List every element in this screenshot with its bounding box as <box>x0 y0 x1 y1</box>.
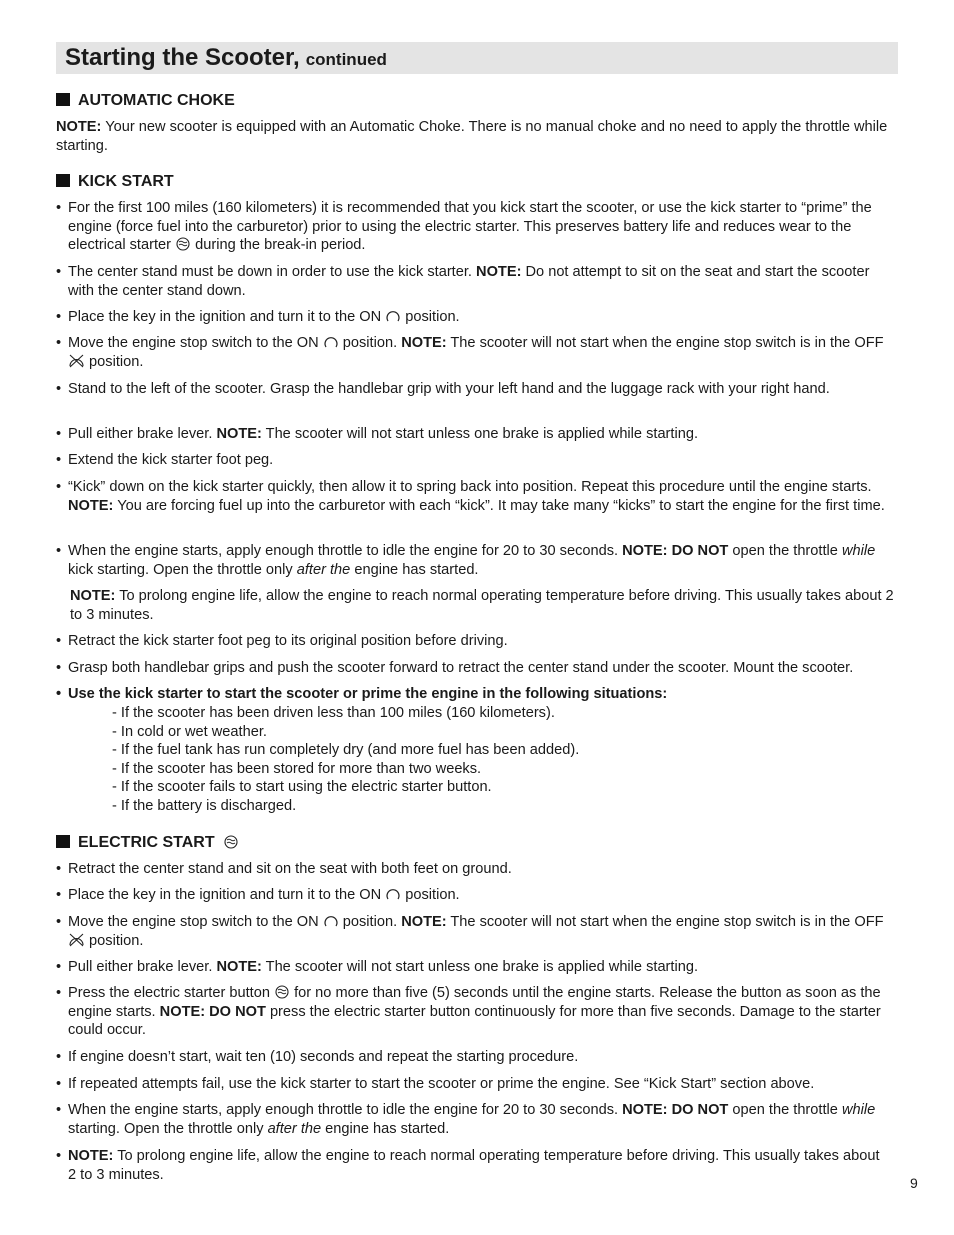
list-item: • Pull either brake lever. NOTE: The scooter will not start unless one brake is applied while starting. <box>56 426 699 442</box>
list-text: You are forcing fuel up into the carburetor with each “kick”. It may take many “kicks” to start the engine for the first time. <box>113 497 885 514</box>
list-text: Pull either brake lever. <box>68 959 217 975</box>
list-item: • “Kick” down on the kick starter quickly, then allow it to spring back into position. Repeat this procedure until the engine starts. NOTE: You are forcing fuel up into the carburetor with each “kick”. It may take many “kicks” to start the engine for the first time. <box>56 479 885 514</box>
list-item: • Stand to the left of the scooter. Grasp the handlebar grip with your left hand and the luggage rack with your right hand. <box>56 381 830 397</box>
list-text: Grasp both handlebar grips and push the scooter forward to retract the center stand under the scooter. Mount the scooter. <box>68 660 854 676</box>
list-item: • Extend the kick starter foot peg. <box>56 452 274 468</box>
list-item: • Place the key in the ignition and turn it to the ON position. <box>56 887 460 903</box>
list-item: • When the engine starts, apply enough throttle to idle the engine for 20 to 30 seconds. NOTE: DO NOT open the throttle while kick starting. Open the throttle only after the engine has started. <box>56 543 876 578</box>
emphasis-text: while <box>841 543 876 559</box>
list-text: “Kick” down on the kick starter quickly, then allow it to spring back into position. Repeat this procedure until the engine starts. <box>68 479 872 495</box>
list-text: The scooter will not start when the engine stop switch is in the OFF <box>446 914 884 930</box>
square-bullet-icon <box>56 835 70 848</box>
list-item: • NOTE: To prolong engine life, allow the engine to reach normal operating temperature before driving. This usually takes about 2 to 3 minutes. <box>56 1148 880 1183</box>
list-text: Do not attempt to sit on the seat and start the scooter with the center stand down. <box>68 264 870 299</box>
electric-starter-icon <box>274 985 290 999</box>
note-text: To prolong engine life, allow the engine to reach normal operating temperature before driving. This usually takes about 2 to 3 minutes. <box>70 588 894 623</box>
section-heading-automatic-choke <box>56 92 235 110</box>
engine-off-icon <box>68 932 85 947</box>
note-text: To prolong engine life, allow the engine to reach normal operating temperature before driving. This usually takes about 2 to 3 minutes. <box>68 1148 880 1183</box>
note-label: NOTE: <box>56 119 102 135</box>
kick-start-note <box>70 587 898 624</box>
note-label: NOTE: <box>216 959 262 975</box>
list-item: • If engine doesn’t start, wait ten (10) seconds and repeat the starting procedure. <box>56 1049 579 1065</box>
note-label: NOTE: DO NOT <box>622 543 729 559</box>
list-text: For the first 100 miles (160 kilometers) it is recommended that you kick start the scooter, or use the kick starter to “prime” the engine (force fuel into the carburetor) prior to using the electric starter. This preserves battery life and reduces wear to the electrical starter <box>68 200 872 253</box>
list-text: Retract the kick starter foot peg to its original position before driving. <box>68 633 508 649</box>
page-title-bar <box>56 42 898 74</box>
situation-item: - If the fuel tank has run completely dry (and more fuel has been added). <box>112 742 580 759</box>
auto-choke-note <box>56 118 896 155</box>
section-heading-text: KICK START <box>78 173 174 190</box>
list-text: Retract the center stand and sit on the seat with both feet on ground. <box>68 861 512 877</box>
list-text: If engine doesn’t start, wait ten (10) seconds and repeat the starting procedure. <box>68 1049 579 1065</box>
list-text: press the electric starter button continuously for more than five seconds. Damage to the starter could occur. <box>68 1003 881 1038</box>
situation-item: - If the scooter has been driven less than 100 miles (160 kilometers). <box>112 705 555 721</box>
list-text: position. <box>338 914 402 930</box>
note-label: NOTE: <box>70 588 116 604</box>
list-text: starting. Open the throttle only <box>68 1120 268 1137</box>
electric-starter-icon <box>175 237 191 251</box>
engine-off-icon <box>68 353 85 368</box>
list-text: When the engine starts, apply enough throttle to idle the engine for 20 to 30 seconds. <box>68 1102 623 1118</box>
ignition-on-icon <box>323 913 339 928</box>
note-label: NOTE: DO NOT <box>159 1003 266 1020</box>
list-text: When the engine starts, apply enough throttle to idle the engine for 20 to 30 seconds. <box>68 543 623 559</box>
section-heading-text: AUTOMATIC CHOKE <box>78 92 235 109</box>
section-heading-electric-start <box>56 834 239 852</box>
list-text: engine has started. <box>321 1120 450 1137</box>
list-item: • Move the engine stop switch to the ON position. NOTE: The scooter will not start when the engine stop switch is in the OFF position. <box>56 914 884 949</box>
list-text: Extend the kick starter foot peg. <box>68 452 274 468</box>
situation-item: - If the battery is discharged. <box>112 798 297 814</box>
section-heading-kick-start <box>56 173 174 191</box>
ignition-on-icon <box>323 334 339 349</box>
list-text: open the throttle <box>728 543 842 559</box>
square-bullet-icon <box>56 93 70 106</box>
note-text: Your new scooter is equipped with an Automatic Choke. There is no manual choke and no need to apply the throttle while starting. <box>56 119 888 154</box>
situation-item: - In cold or wet weather. <box>112 723 267 740</box>
list-text: The center stand must be down in order to use the kick starter. <box>68 264 477 280</box>
list-text: position. <box>85 353 144 370</box>
list-text: open the throttle <box>728 1102 842 1118</box>
list-item: • Move the engine stop switch to the ON position. NOTE: The scooter will not start when the engine stop switch is in the OFF position. <box>56 335 884 370</box>
ignition-on-icon <box>385 886 401 901</box>
list-text: Use the kick starter to start the scooter or prime the engine in the following situations: <box>68 686 668 702</box>
list-item: • Press the electric starter button for no more than five (5) seconds until the engine starts. Release the button as soon as the engine starts. NOTE: DO NOT press the electric starter button continuously for more than five seconds. Damage to the starter could occur. <box>56 985 881 1038</box>
note-label: NOTE: <box>68 1148 114 1164</box>
list-item: • When the engine starts, apply enough throttle to idle the engine for 20 to 30 seconds. NOTE: DO NOT open the throttle while starting. Open the throttle only after the engine has started. <box>56 1102 876 1137</box>
list-text: position. <box>401 887 460 903</box>
note-label: NOTE: <box>401 335 447 351</box>
page-number: 9 <box>910 1175 918 1191</box>
list-text: Stand to the left of the scooter. Grasp the handlebar grip with your left hand and the luggage rack with your right hand. <box>68 381 830 397</box>
situation-item: - If the scooter fails to start using the electric starter button. <box>112 779 492 796</box>
note-label: NOTE: <box>68 497 114 514</box>
page-subtitle: continued <box>305 50 387 69</box>
list-text: Press the electric starter button <box>68 985 275 1001</box>
list-text: Pull either brake lever. <box>68 426 217 442</box>
page-title <box>65 42 387 75</box>
list-text: Place the key in the ignition and turn it to the ON <box>68 309 386 325</box>
list-item: • For the first 100 miles (160 kilometers) it is recommended that you kick start the scooter, or use the kick starter to “prime” the engine (force fuel into the carburetor) prior to using the electric starter. This preserves battery life and reduces wear to the electrical starter during the break-in period. <box>56 200 872 253</box>
list-text: The scooter will not start unless one brake is applied while starting. <box>261 959 699 975</box>
list-text: Move the engine stop switch to the ON <box>68 335 323 351</box>
list-item: • If repeated attempts fail, use the kick starter to start the scooter or prime the engine. See “Kick Start” section above. <box>56 1076 815 1092</box>
list-text: position. <box>401 309 460 325</box>
list-item: • Use the kick starter to start the scooter or prime the engine in the following situations: <box>56 686 668 702</box>
emphasis-text: while <box>841 1102 876 1118</box>
note-label: NOTE: <box>216 426 262 442</box>
list-item: • Place the key in the ignition and turn it to the ON position. <box>56 309 460 325</box>
list-text: The scooter will not start unless one brake is applied while starting. <box>261 426 699 442</box>
list-item: • Retract the kick starter foot peg to its original position before driving. <box>56 633 508 649</box>
list-text: kick starting. Open the throttle only <box>68 561 297 578</box>
ignition-on-icon <box>385 308 401 323</box>
square-bullet-icon <box>56 174 70 187</box>
page-title-text: Starting the Scooter, <box>65 44 300 71</box>
list-text: The scooter will not start when the engine stop switch is in the OFF <box>446 335 884 351</box>
list-item: • The center stand must be down in order to use the kick starter. NOTE: Do not attempt to sit on the seat and start the scooter with the center stand down. <box>56 264 870 299</box>
note-label: NOTE: DO NOT <box>622 1102 729 1118</box>
list-text: engine has started. <box>350 561 479 578</box>
situation-item: - If the scooter has been stored for more than two weeks. <box>112 760 482 777</box>
note-label: NOTE: <box>401 914 447 930</box>
list-text: Move the engine stop switch to the ON <box>68 914 323 930</box>
list-text: If repeated attempts fail, use the kick starter to start the scooter or prime the engine. See “Kick Start” section above. <box>68 1076 815 1092</box>
emphasis-text: after the <box>267 1120 322 1137</box>
list-text: position. <box>85 932 144 949</box>
list-item: • Retract the center stand and sit on the seat with both feet on ground. <box>56 861 512 877</box>
electric-starter-icon <box>223 835 239 849</box>
list-text: for no more than five (5) seconds until the engine starts. Release the button as soon as the engine starts. <box>68 985 881 1020</box>
list-text: Place the key in the ignition and turn it to the ON <box>68 887 386 903</box>
list-text: position. <box>338 335 402 351</box>
section-heading-text: ELECTRIC START <box>78 834 215 851</box>
note-label: NOTE: <box>476 264 522 280</box>
emphasis-text: after the <box>296 561 351 578</box>
list-item: • Pull either brake lever. NOTE: The scooter will not start unless one brake is applied while starting. <box>56 959 699 975</box>
list-text: during the break-in period. <box>191 237 366 253</box>
list-item: • Grasp both handlebar grips and push the scooter forward to retract the center stand under the scooter. Mount the scooter. <box>56 660 854 676</box>
